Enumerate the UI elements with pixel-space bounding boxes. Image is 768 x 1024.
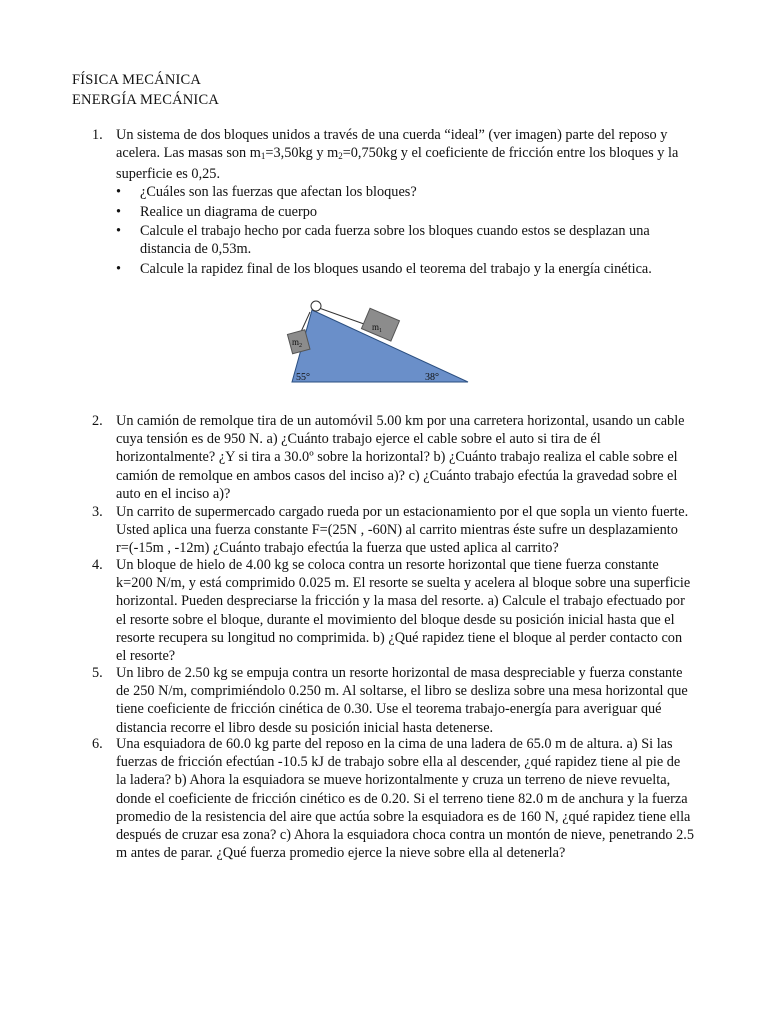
problem-text: Un camión de remolque tira de un automóvil 5.00 km por una carretera horizontal, usando un cable cuya tensión es de 950 N. a) ¿Cuánto trabajo ejerce el cable sobre el auto si tira de él horizontalmente? ¿Y si tira a 30.0º sobre la horizontal? b) ¿Cuánto trabajo realiza el cable sobre el camión de remolque en ambos casos del inciso a)? c) ¿Cuánto trabajo efectúa la gravedad sobre el auto en el inciso a)? — [116, 413, 685, 502]
problem-text: Una esquiadora de 60.0 kg parte del reposo en la cima de una ladera de 65.0 m de altura. a) Si las fuerzas de fricción efectúan -10.5 kJ de trabajo sobre ella al descender, ¿qué rapidez tiene al pie de la ladera? b) Ahora la esquiadora se mueve horizontalmente y cruza un terreno de nieve revuelta, donde el coeficiente de fricción cinético es de 0.20. Si el terreno tiene 82.0 m de anchura y la fuerza promedio de la resistencia del aire que actúa sobre la esquiadora es de 160 N, ¿qué rapidez tiene ella después de cruzar esa zona? c) Ahora la esquiadora choca contra un montón de nieve, penetrando 2.5 m antes de parar. ¿Qué fuerza promedio ejerce la nieve sobre ella al detenerla? — [116, 736, 694, 862]
problem-text: Un libro de 2.50 kg se empuja contra un resorte horizontal de masa despreciable y fuerza constante de 250 N/m, comprimiéndolo 0.250 m. Al soltarse, el libro se desliza sobre una mesa horizontal que tiene coeficiente de fricción cinética de 0.30. Use el teorema trabajo-energía para averiguar qué distancia recorre el libro desde su posición inicial hasta detenerse. — [116, 665, 688, 736]
problem-number: 1. — [92, 127, 103, 143]
bullet: • — [116, 261, 122, 277]
bullet: • — [116, 204, 122, 220]
document-page: FÍSICA MECÁNICA ENERGÍA MECÁNICA 1. Un sistema de dos bloques unidos a través de una cuerda “ideal” (ver imagen) parte del reposo y acelera. Las masas son $m_1=3,50kg$ y $m_2=0,750kg$ y el coeficiente de fricción entre los bloques y la superficie es 0,25. • ¿Cuáles son las fuerzas que afectan los bloques? • Realice un diagrama de cuerpo • Calcule el trabajo hecho por cada fuerza sobre los bloques cuando estos se desplazan una distancia de 0,53m. • Calcule la rapidez final de los bloques usando el teorema del trabajo y la energía cinética. $m_1$ $m_2$ 55° 38° 2. Un camión de remolque tira de un automóvil 5.00 km por una carretera horizontal, usando un cable cuya tensión es de 950 N. a) ¿Cuánto trabajo ejerce el cable sobre el auto si tira de él horizontalmente? ¿Y si tira a 30.0º sobre la horizontal? b) ¿Cuánto trabajo realiza el cable sobre el camión de remolque en ambos casos del inciso a)? c) ¿Cuánto trabajo efectúa la gravedad sobre el auto en el inciso a)? 3. Un carrito de supermercado cargado rueda por un estacionamiento por el que sopla un viento fuerte. Usted aplica una fuerza constante F=(25N , -60N) al carrito mientras éste sufre un desplazamiento r=(-15m , -12m) ¿Cuánto trabajo efectúa la fuerza que usted aplica al carrito? 4. Un bloque de hielo de 4.00 kg se coloca contra un resorte horizontal que tiene fuerza constante k=200 N/m, y está comprimido 0.025 m. El resorte se suelta y acelera al bloque sobre una superficie horizontal. Pueden despreciarse la fricción y la masa del resorte. a) Calcule el trabajo efectuado por el resorte sobre el bloque, durante el movimiento del bloque desde su posición inicial hasta que el resorte recupera su longitud no comprimida. b) ¿Qué rapidez tiene el bloque al perder contacto con el resorte? 5. Un libro de 2.50 kg se empuja contra un resorte horizontal de masa despreciable y fuerza constante de 250 N/m, comprimiéndolo 0.250 m. Al soltarse, el libro se desliza sobre una mesa horizontal que tiene coeficiente de fricción cinética de 0.30. Use el teorema trabajo-energía para averiguar qué distancia recorre el libro desde su posición inicial hasta detenerse. 6. Una esquiadora de 60.0 kg parte del reposo en la cima de una ladera de 65.0 m de altura. a) Si las fuerzas de fricción efectúan -10.5 kJ de trabajo sobre ella al descender, ¿qué rapidez tiene al pie de la ladera? b) Ahora la esquiadora se mueve horizontalmente y cruza un terreno de nieve revuelta, donde el coeficiente de fricción cinético es de 0.20. Si el terreno tiene 82.0 m de anchura y la fuerza promedio de la resistencia del aire que actúa sobre la esquiadora es de 160 N, ¿qué rapidez tiene ella después de cruzar esa zona? c) Ahora la esquiadora choca contra un montón de nieve, penetrando 2.5 m antes de parar. ¿Qué fuerza promedio ejerce la nieve sobre ella al detenerla? — [0, 0, 768, 1024]
block-m1-label: $m_1$ — [372, 322, 383, 334]
topic-title: ENERGÍA MECÁNICA — [72, 92, 219, 108]
problem-text: Un bloque de hielo de 4.00 kg se coloca contra un resorte horizontal que tiene fuerza constante k=200 N/m, y está comprimido 0.025 m. El resorte se suelta y acelera al bloque sobre una superficie horizontal. Pueden despreciarse la fricción y la masa del resorte. a) Calcule el trabajo efectuado por el resorte sobre el bloque, durante el movimiento del bloque desde su posición inicial hasta que el resorte recupera su longitud no comprimida. b) ¿Qué rapidez tiene el bloque al perder contacto con el resorte? — [116, 557, 691, 665]
problem-1 — [92, 126, 704, 182]
problem-number: 4. — [92, 557, 103, 573]
problem-number: 5. — [92, 665, 103, 681]
problem-number: 6. — [92, 736, 103, 752]
problem-number: 2. — [92, 413, 103, 429]
bullet: • — [116, 184, 122, 200]
pulley — [311, 301, 321, 311]
incline-diagram — [286, 296, 472, 386]
problem-text: Un carrito de supermercado cargado rueda por un estacionamiento por el que sopla un viento fuerte. Usted aplica una fuerza constante F=(25N , -60N) al carrito mientras éste sufre un desplazamiento r=(-15m , -12m) ¿Cuánto trabajo efectúa la fuerza que usted aplica al carrito? — [116, 504, 689, 557]
subject-title: FÍSICA MECÁNICA — [72, 72, 202, 88]
block-m2-label: $m_2$ — [292, 337, 303, 349]
bullet: • — [116, 223, 122, 239]
angle-left-label: 55° — [296, 372, 310, 383]
problem-text: Un sistema de dos bloques unidos a través de una cuerda “ideal” (ver imagen) parte del reposo y acelera. Las masas son $m_1=3,50kg$ y $m_2=0,750kg$ y el coeficiente de fricción entre los bloques y la superficie es 0,25. — [116, 127, 679, 183]
problem-number: 3. — [92, 504, 103, 520]
angle-right-label: 38° — [425, 372, 439, 383]
